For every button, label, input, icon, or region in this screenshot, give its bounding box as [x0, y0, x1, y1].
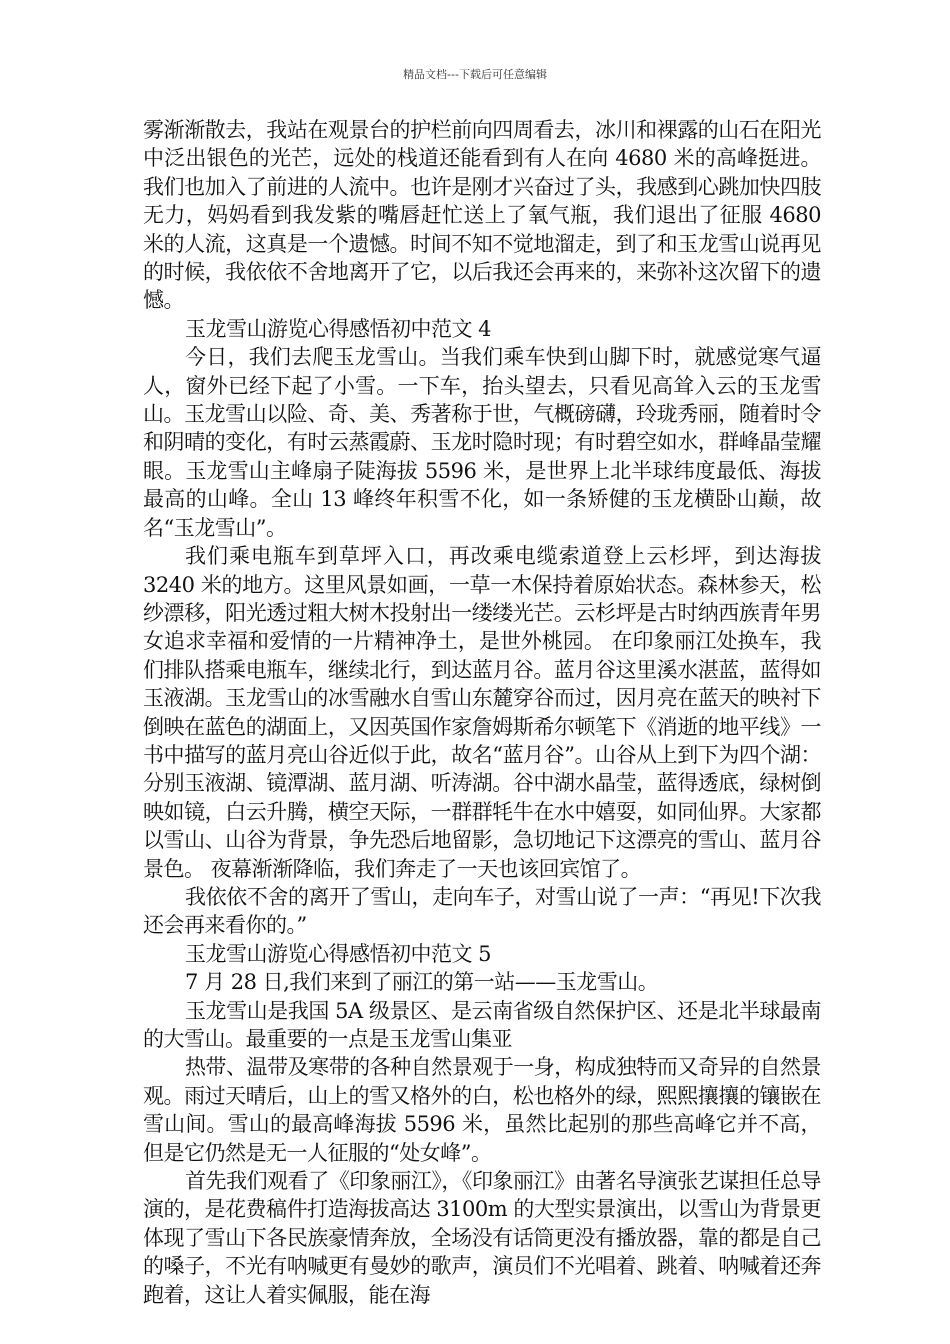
page-header: 精品文档---下载后可任意编辑 — [403, 68, 547, 81]
paragraph-8: 首先我们观看了《印象丽江》，《印象丽江》由著名导演张艺谋担任总导演的，是花费稿件打造海拔高达 3100m 的大型实景演出，以雪山为背景更体现了雪山下各民族豪情奔放，全场没有话筒更没有播放器，靠的都是自己的嗓子，不光有呐喊更有曼妙的歌声，演员们不光唱着、跳着、呐喊着还奔跑着，这让人着实佩服，能在海 — [143, 1169, 821, 1307]
paragraph-3: 我们乘电瓶车到草坪入口，再改乘电缆索道登上云杉坪，到达海拔 3240 米的地方。这里风景如画，一草一木保持着原始状态。森林参天，松纱漂移，阳光透过粗大树木投射出一缕缕光芒。云杉坪是古时纳西族青年男女追求幸福和爱情的一片精神净土，是世外桃园。 在印象丽江处换车，我们排队搭乘电瓶车，继续北行，到达蓝月谷。蓝月谷这里溪水湛蓝，蓝得如玉液湖。玉龙雪山的冰雪融水自雪山东麓穿谷而过，因月亮在蓝天的映衬下倒映在蓝色的湖面上，又因英国作家詹姆斯希尔顿笔下《消逝的地平线》一书中描写的蓝月亮山谷近似于此，故名“蓝月谷”。山谷从上到下为四个湖：分别玉液湖、镜潭湖、蓝月湖、听涛湖。谷中湖水晶莹，蓝得透底，绿树倒映如镜，白云升腾，横空天际，一群群牦牛在水中嬉耍，如同仙界。大家都以雪山、山谷为背景，争先恐后地留影，急切地记下这漂亮的雪山、蓝月谷景色。 夜幕渐渐降临，我们奔走了一天也该回宾馆了。 — [143, 544, 821, 881]
section-heading-5: 玉龙雪山游览心得感悟初中范文 5 — [185, 941, 492, 966]
paragraph-6: 玉龙雪山是我国 5A 级景区、是云南省级自然保护区、还是北半球最南的大雪山。最重要的一点是玉龙雪山集亚 — [143, 998, 821, 1051]
paragraph-4: 我依依不舍的离开了雪山，走向车子，对雪山说了一声：“再见!下次我还会再来看你的。” — [143, 884, 821, 938]
paragraph-7: 热带、温带及寒带的各种自然景观于一身，构成独特而又奇异的自然景观。雨过天晴后，山上的雪又格外的白，松也格外的绿，熙熙攘攘的镶嵌在雪山间。雪山的最高峰海拔 5596 米，虽然比起别的那些高峰它并不高，但是它仍然是无一人征服的“处女峰”。 — [143, 1055, 821, 1165]
paragraph-2: 今日，我们去爬玉龙雪山。当我们乘车快到山脚下时，就感觉寒气逼人，窗外已经下起了小雪。一下车，抬头望去，只看见高耸入云的玉龙雪山。玉龙雪山以险、奇、美、秀著称于世，气概磅礴，玲珑秀丽，随着时令和阴晴的变化，有时云蒸霞蔚、玉龙时隐时现；有时碧空如水，群峰晶莹耀眼。玉龙雪山主峰扇子陡海拔 5596 米，是世界上北半球纬度最低、海拔最高的山峰。全山 13 峰终年积雪不化，如一条矫健的玉龙横卧山巅，故名“玉龙雪山”。 — [143, 345, 821, 540]
section-heading-4: 玉龙雪山游览心得感悟初中范文 4 — [185, 316, 492, 341]
document-body — [143, 116, 821, 1309]
paragraph-5: 7 月 28 日,我们来到了丽江的第一站——玉龙雪山。 — [185, 970, 659, 995]
paragraph-1: 雾渐渐散去，我站在观景台的护栏前向四周看去，冰川和裸露的山石在阳光中泛出银色的光芒，远处的栈道还能看到有人在向 4680 米的高峰挺进。我们也加入了前进的人流中。也许是刚才兴奋过了头，我感到心跳加快四肢无力，妈妈看到我发紫的嘴唇赶忙送上了氧气瓶，我们退出了征服 4680 米的人流，这真是一个遗憾。时间不知不觉地溜走，到了和玉龙雪山说再见的时候，我依依不舍地离开了它，以后我还会再来的，来弥补这次留下的遗憾。 — [143, 118, 821, 313]
